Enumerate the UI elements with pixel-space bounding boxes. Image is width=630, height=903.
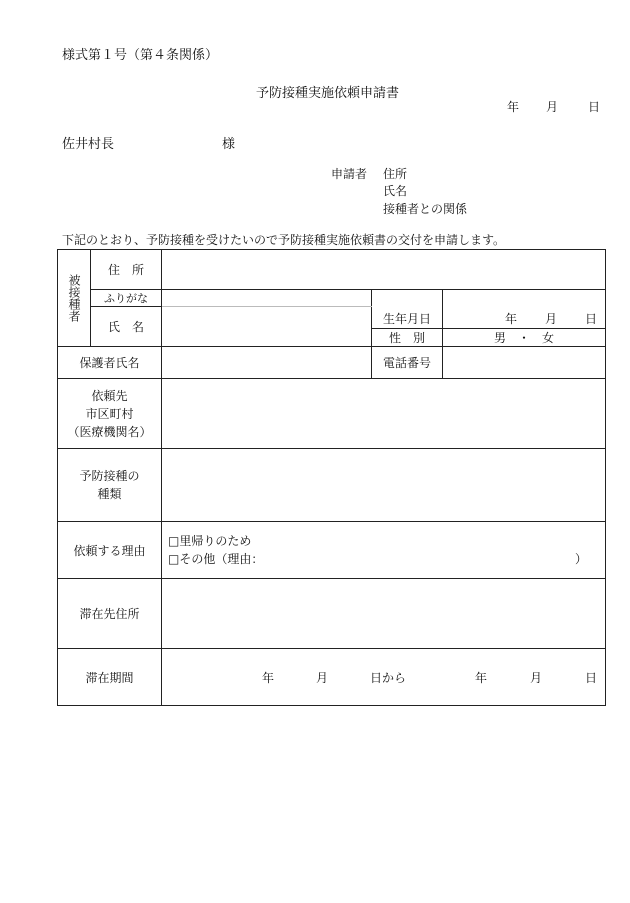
period-day-2: 日 [585,671,598,685]
stay-period-label: 滞在期間 [58,649,162,706]
birth-month-label: 月 [545,311,558,326]
stay-period-field[interactable] [162,649,606,706]
requestee-label-cell [58,379,162,449]
applicant-relation-label: 接種者との関係 [383,202,468,216]
reason-option-other[interactable]: □その他（理由： [168,552,264,566]
period-month-1: 月 [316,671,329,685]
vaccine-type-line2: 種類 [97,487,122,501]
reason-label: 依頼する理由 [58,522,162,579]
intro-text: 下記のとおり、予防接種を受けたいので予防接種実施依頼書の交付を申請します。 [62,233,506,247]
period-year-2: 年 [475,671,488,685]
phone-field[interactable] [443,347,606,379]
applicant-name-label: 氏名 [383,184,408,198]
sex-options[interactable]: 男 ・ 女 [443,329,606,347]
spacer-left [58,329,162,347]
sex-label: 性 別 [372,329,443,347]
furigana-field[interactable] [162,290,372,307]
period-from: 日から [370,671,407,685]
vaccine-type-field[interactable] [162,449,606,522]
birth-day-label: 日 [585,311,598,326]
stay-address-field[interactable] [162,579,606,649]
requestee-line1: 依頼先 [91,388,128,403]
addressee: 佐井村長 [62,137,115,152]
applicant-label: 申請者 [331,167,368,181]
document-title: 予防接種実施依頼申請書 [256,86,400,101]
address-field[interactable] [162,250,606,290]
vaccine-type-line1: 予防接種の [79,469,140,483]
period-month-2: 月 [530,671,543,685]
stay-address-label: 滞在先住所 [58,579,162,649]
guardian-label: 保護者氏名 [58,347,162,379]
birth-year-label: 年 [505,311,518,326]
reason-option-other-row [168,550,605,568]
date-year-label: 年 [507,100,520,114]
furigana-label: ふりがな [91,290,162,307]
phone-label: 電話番号 [372,347,443,379]
form-number: 様式第１号（第４条関係） [62,48,219,63]
vaccine-type-label-cell [58,449,162,522]
honorific: 様 [222,137,236,152]
date-day-label: 日 [588,100,601,114]
period-year-1: 年 [262,671,275,685]
application-table-lower [57,328,606,706]
spacer-mid [162,329,372,347]
address-label: 住 所 [91,250,162,290]
reason-field [162,522,606,579]
requestee-field[interactable] [162,379,606,449]
date-month-label: 月 [546,100,559,114]
vaccinee-label: 被接種者 [67,274,81,322]
applicant-address-label: 住所 [383,167,408,181]
birthdate-label: 生年月日 [372,290,443,347]
requestee-line3: （医療機関名） [67,424,152,439]
requestee-line2: 市区町村 [85,406,134,421]
reason-option-homecoming[interactable]: □里帰りのため [168,534,252,548]
reason-close-paren: ） [574,552,587,566]
name-label: 氏 名 [91,307,162,347]
guardian-field[interactable] [162,347,372,379]
